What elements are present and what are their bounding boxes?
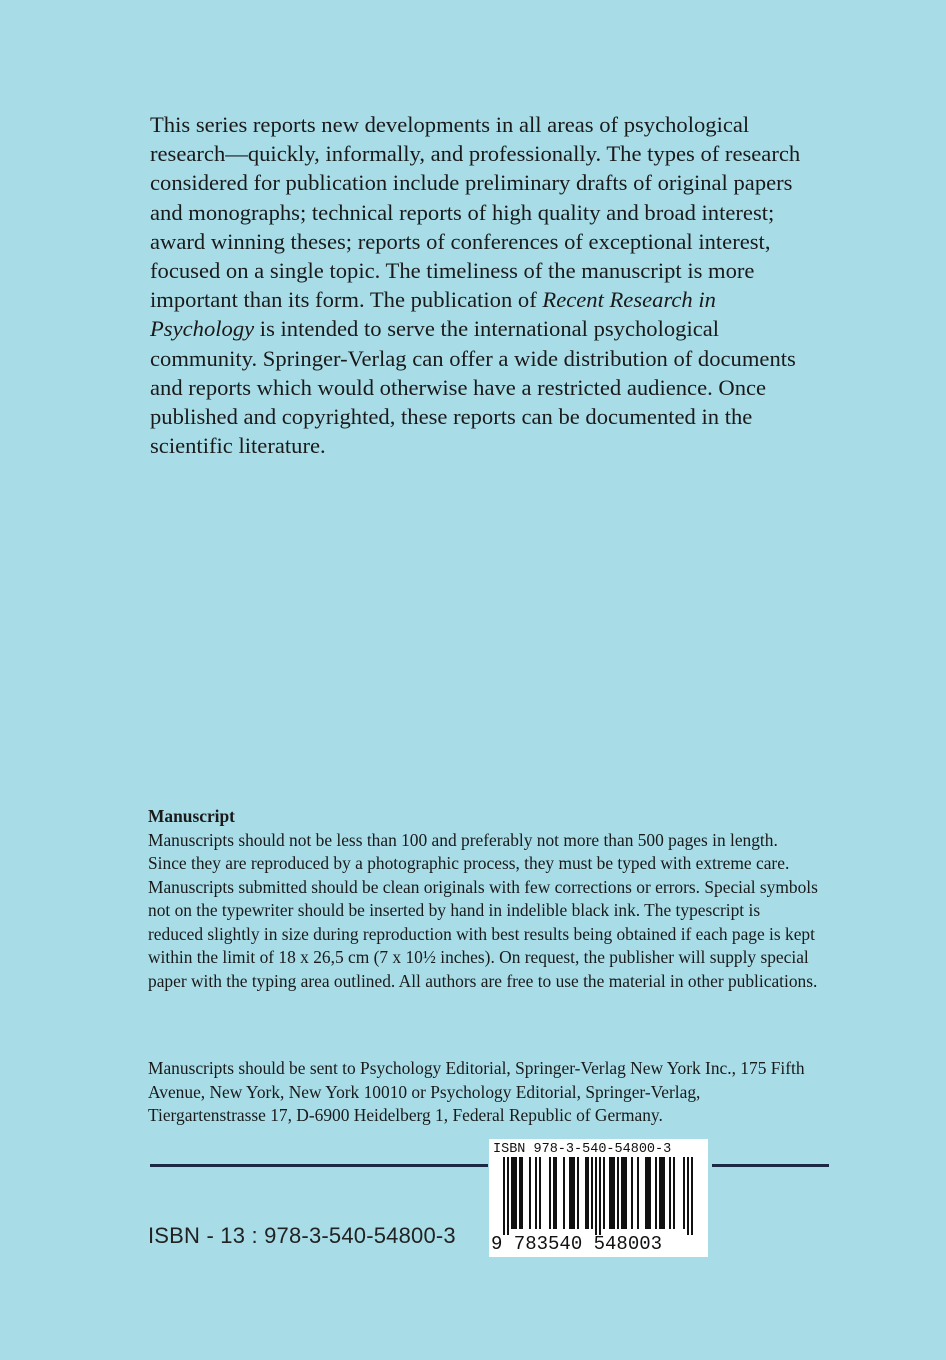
barcode-bar bbox=[663, 1157, 665, 1229]
barcode-bar bbox=[511, 1157, 513, 1229]
barcode-bar bbox=[637, 1157, 639, 1229]
submission-address: Manuscripts should be sent to Psychology Editorial, Springer-Verlag New York Inc., 175 Fifth Avenue, New York, New York 10010 or Psychology Editorial, Springer-Verlag, Tiergartenstrasse 17, D-6900 Heidelberg 1, Federal Republic of Germany. bbox=[148, 1058, 805, 1125]
barcode-bar bbox=[571, 1157, 573, 1229]
manuscript-section bbox=[148, 805, 818, 993]
barcode-bar bbox=[513, 1157, 515, 1229]
isbn-barcode bbox=[489, 1139, 708, 1257]
divider-line-right bbox=[712, 1164, 829, 1167]
barcode-bar bbox=[599, 1157, 601, 1235]
barcode-bar bbox=[569, 1157, 571, 1229]
barcode-bar bbox=[687, 1157, 689, 1235]
barcode-bar bbox=[659, 1157, 661, 1229]
barcode-bars bbox=[489, 1157, 708, 1235]
barcode-bar bbox=[591, 1157, 593, 1229]
barcode-isbn-label: ISBN 978-3-540-54800-3 bbox=[493, 1142, 672, 1157]
barcode-bar bbox=[507, 1157, 509, 1235]
barcode-bar bbox=[647, 1157, 649, 1229]
barcode-bar bbox=[603, 1157, 605, 1229]
barcode-bar bbox=[573, 1157, 575, 1229]
manuscript-body: Manuscripts should not be less than 100 and preferably not more than 500 pages in length. Since they are reproduced by a photographic process, they must be typed with extreme care. Manuscripts submitted should be clean originals with few corrections or errors. Special symbols not on the typewriter should be inserted by hand in indelible black ink. The typescript is reduced slightly in size during reproduction with best results being obtained if each page is kept within the limit of 18 x 26,5 cm (7 x 10½ inches). On request, the publisher will supply special paper with the typing area outlined. All authors are free to use the material in other publications. bbox=[148, 829, 818, 991]
series-description-part2: is intended to serve the international psychological community. Springer-Verlag can offer a wide distribution of documents and reports which would otherwise have a restricted audience. Once published and copyrighted, these reports can be documented in the scientific literature. bbox=[150, 316, 796, 459]
barcode-bar bbox=[539, 1157, 541, 1229]
barcode-bar bbox=[515, 1157, 517, 1229]
barcode-bar bbox=[649, 1157, 651, 1229]
isbn-13-label: ISBN - 13 : 978-3-540-54800-3 bbox=[148, 1223, 456, 1248]
barcode-bar bbox=[519, 1157, 521, 1229]
manuscript-heading: Manuscript bbox=[148, 806, 235, 826]
barcode-bar bbox=[535, 1157, 537, 1229]
barcode-bar bbox=[623, 1157, 625, 1229]
barcode-bar bbox=[661, 1157, 663, 1229]
series-title: Recent Research in Psychology bbox=[150, 287, 716, 342]
barcode-bar bbox=[621, 1157, 623, 1229]
barcode-bar bbox=[555, 1157, 557, 1229]
barcode-bar bbox=[577, 1157, 579, 1229]
barcode-bar bbox=[683, 1157, 685, 1229]
divider-line-left bbox=[150, 1164, 488, 1167]
barcode-bar bbox=[587, 1157, 589, 1229]
barcode-bar bbox=[585, 1157, 587, 1229]
series-description bbox=[150, 110, 820, 460]
barcode-bar bbox=[595, 1157, 597, 1235]
barcode-bar bbox=[553, 1157, 555, 1229]
barcode-bar bbox=[563, 1157, 565, 1229]
barcode-bar bbox=[521, 1157, 523, 1229]
barcode-bar bbox=[617, 1157, 619, 1229]
barcode-bar bbox=[549, 1157, 551, 1229]
barcode-bar bbox=[611, 1157, 613, 1229]
barcode-bar bbox=[613, 1157, 615, 1229]
barcode-bar bbox=[645, 1157, 647, 1229]
barcode-bar bbox=[691, 1157, 693, 1235]
series-description-part1: This series reports new developments in all areas of psychological research—quickly, informally, and professionally. The types of research considered for publication include preliminary drafts of original papers and monographs; technical reports of high quality and broad interest; award winning theses; reports of conferences of exceptional interest, focused on a single topic. The timeliness of the manuscript is more important than its form. The publication of bbox=[150, 112, 801, 313]
barcode-bar bbox=[529, 1157, 531, 1229]
barcode-bar bbox=[503, 1157, 505, 1235]
barcode-bar bbox=[625, 1157, 627, 1229]
barcode-bar bbox=[673, 1157, 675, 1229]
barcode-bar bbox=[631, 1157, 633, 1229]
barcode-bar bbox=[655, 1157, 657, 1229]
barcode-digits: 9 783540 548003 bbox=[491, 1233, 663, 1255]
barcode-bar bbox=[669, 1157, 671, 1229]
barcode-bar bbox=[609, 1157, 611, 1229]
